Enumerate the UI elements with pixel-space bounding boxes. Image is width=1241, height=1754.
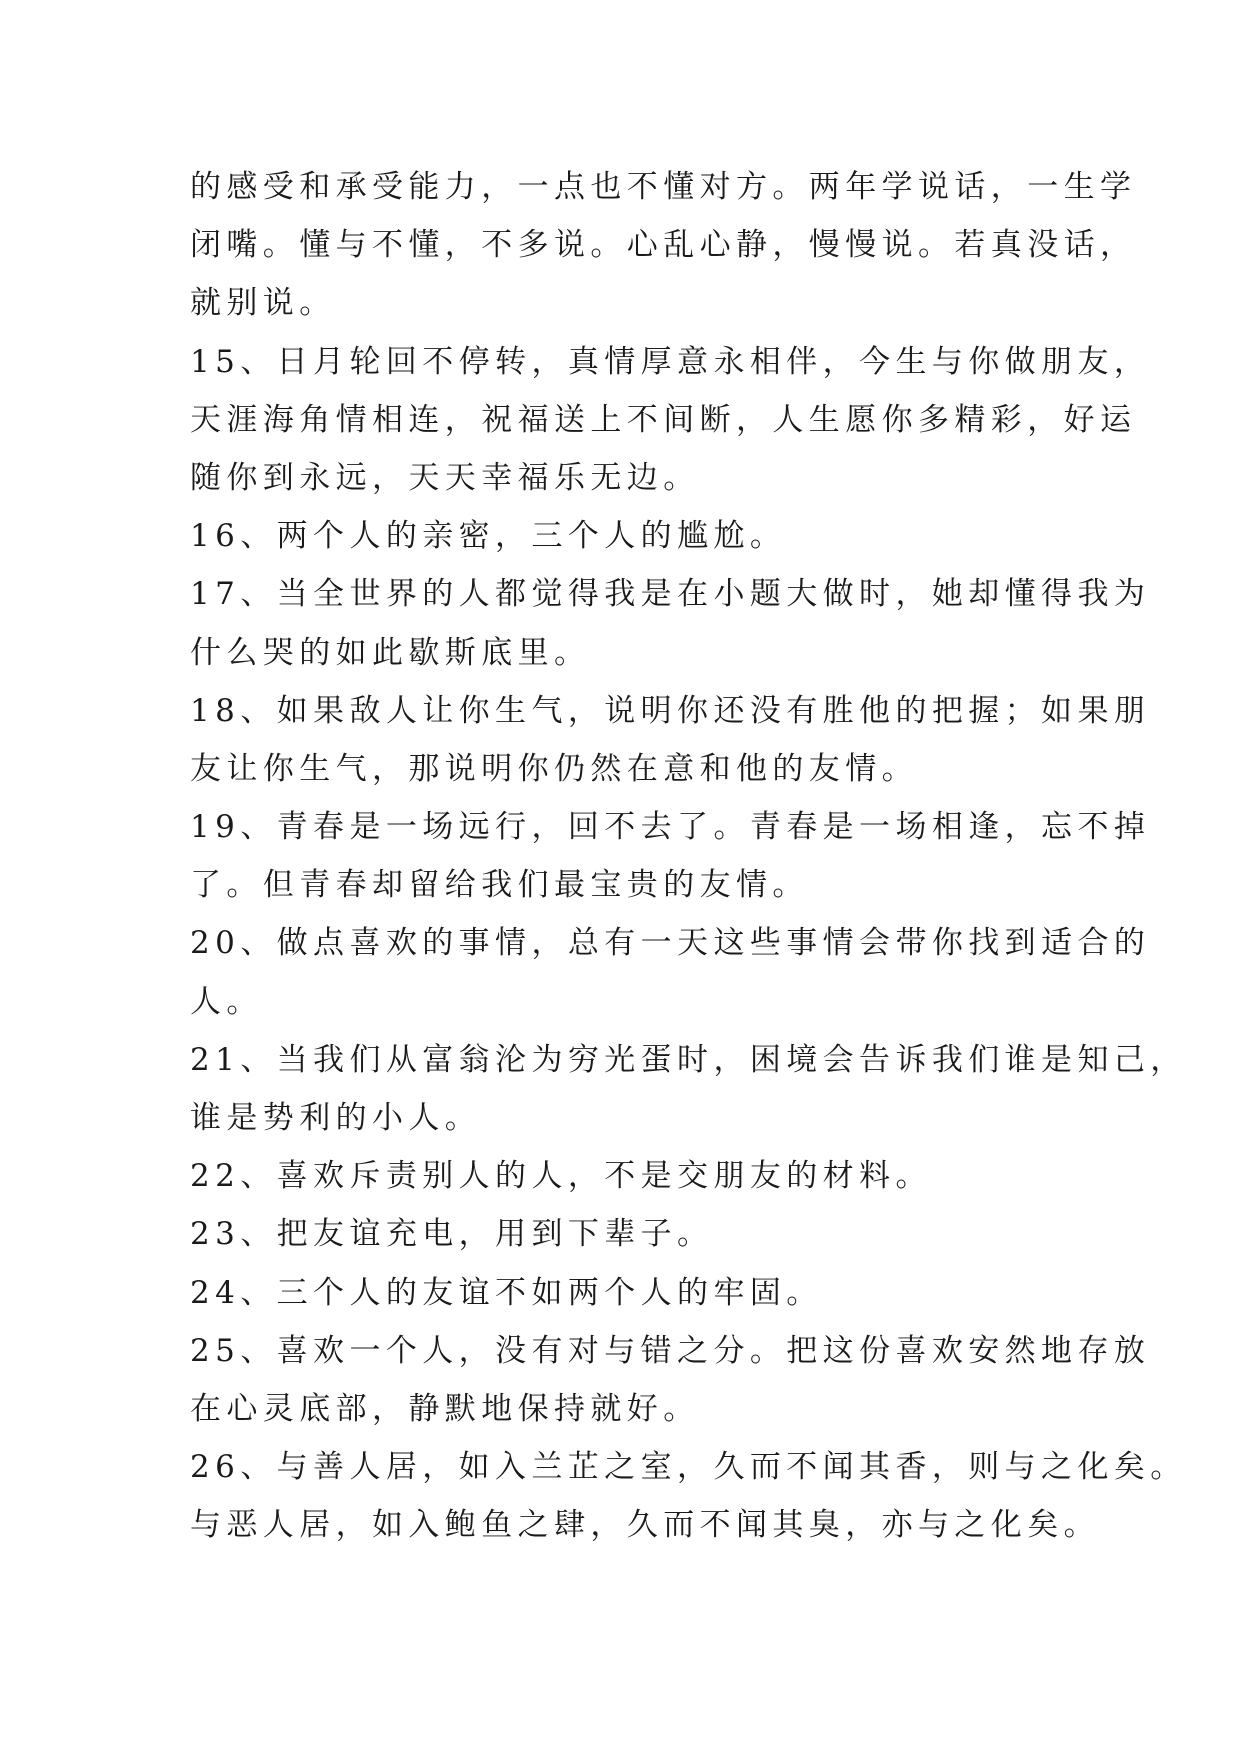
- text-line: 随你到永远，天天幸福乐无边。: [190, 459, 700, 496]
- text-line: 23、把友谊充电，用到下辈子。: [190, 1216, 714, 1253]
- text-line: 17、当全世界的人都觉得我是在小题大做时，她却懂得我为: [190, 576, 1151, 613]
- text-line: 友让你生气，那说明你仍然在意和他的友情。: [190, 750, 918, 787]
- text-line: 天涯海角情相连，祝福送上不间断，人生愿你多精彩，好运: [190, 401, 1137, 438]
- text-line: 26、与善人居，如入兰芷之室，久而不闻其香，则与之化矣。: [190, 1449, 1187, 1486]
- text-line: 19、青春是一场远行，回不去了。青春是一场相逢，忘不掉: [190, 809, 1151, 846]
- text-line: 谁是势利的小人。: [190, 1100, 482, 1136]
- text-line: 24、三个人的友谊不如两个人的牢固。: [190, 1274, 823, 1311]
- text-line: 在心灵底部，静默地保持就好。: [190, 1390, 700, 1427]
- text-line: 就别说。: [190, 285, 336, 322]
- text-line: 16、两个人的亲密，三个人的尴尬。: [190, 518, 787, 555]
- text-line: 了。但青春却留给我们最宝贵的友情。: [190, 867, 809, 904]
- text-line: 18、如果敌人让你生气，说明你还没有胜他的把握；如果朋: [190, 692, 1151, 729]
- text-line: 人。: [190, 983, 263, 1020]
- text-line: 的感受和承受能力，一点也不懂对方。两年学说话，一生学: [190, 169, 1137, 205]
- text-line: 与恶人居，如入鲍鱼之肆，久而不闻其臭，亦与之化矣。: [190, 1507, 1100, 1544]
- text-line: 15、日月轮回不停转，真情厚意永相伴，今生与你做朋友，: [190, 343, 1151, 380]
- text-line: 闭嘴。懂与不懂，不多说。心乱心静，慢慢说。若真没话，: [190, 227, 1137, 264]
- text-line: 什么哭的如此歇斯底里。: [190, 634, 591, 671]
- text-line: 25、喜欢一个人，没有对与错之分。把这份喜欢安然地存放: [190, 1332, 1151, 1369]
- text-line: 22、喜欢斥责别人的人，不是交朋友的材料。: [190, 1158, 932, 1195]
- text-line: 21、当我们从富翁沦为穷光蛋时，困境会告诉我们谁是知己，: [190, 1041, 1187, 1078]
- document-body: [190, 158, 1187, 1555]
- text-line: 20、做点喜欢的事情，总有一天这些事情会带你找到适合的: [190, 925, 1151, 962]
